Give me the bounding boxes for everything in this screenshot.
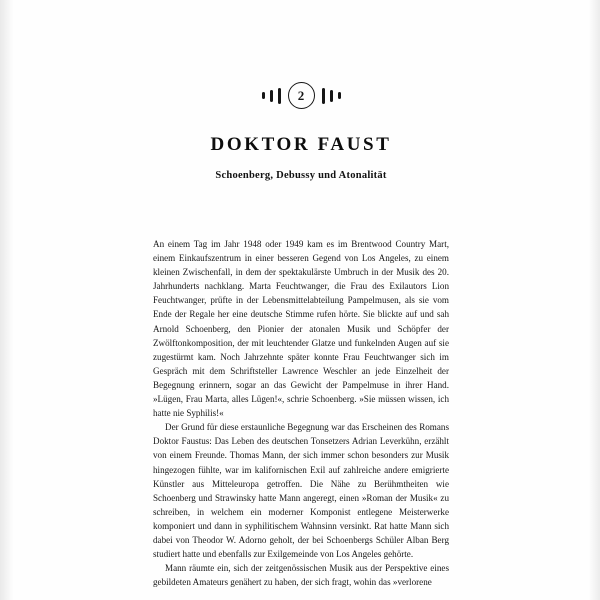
ornament-rays-group [262, 82, 341, 109]
chapter-number-badge: 2 [288, 82, 315, 109]
chapter-title: DOKTOR FAUST [210, 134, 392, 155]
page-content [153, 0, 449, 589]
body-text [153, 237, 449, 589]
paragraph: An einem Tag im Jahr 1948 oder 1949 kam es im Brentwood Country Mart, einem Einkaufszentrum in einer besseren Gegend von Los Angeles, zu einem kleinen Zwischenfall, in dem der spektakulärste Umbruch in der Musik des 20. Jahrhunderts nachklang. Marta Feuchtwanger, die Frau des Exilautors Lion Feuchtwanger, prüfte in der Lebensmittelabteilung Pampelmusen, als sie vom Ende der Regale her eine deutsche Stimme rufen hörte. Sie blickte auf und sah Arnold Schoenberg, den Pionier der atonalen Musik und Schöpfer der Zwölftonkomposition, der mit leuchtender Glatze und funkelnden Augen auf sie zugestürmt kam. Noch Jahrzehnte später konnte Frau Feuchtwanger sich im Gespräch mit dem Schriftsteller Lawrence Weschler an jede Einzelheit der Begegnung erinnern, sogar an das Gewicht der Pampelmuse in ihrer Hand. »Lügen, Frau Marta, alles Lügen!«, schrie Schoenberg. »Sie müssen wissen, ich hatte nie Syphilis!« [153, 239, 449, 419]
ornament-ray-icon [322, 88, 325, 104]
ornament-ray-icon [330, 90, 333, 102]
chapter-ornament [153, 82, 449, 108]
paragraph: Der Grund für diese erstaunliche Begegnung war das Erscheinen des Romans Doktor Faustus: Das Leben des deutschen Tonsetzers Adrian Leverkühn, erzählt von einem Freunde. Thomas Mann, der sich immer schon besonders zur Musik hingezogen fühlte, war im kalifornischen Exil auf zahlreiche andere emigrierte Künstler aus Mitteleuropa getroffen. Die Nähe zu Berühmtheiten wie Schoenberg und Strawinsky hatte Mann angeregt, einen »Roman der Musik« zu schreiben, in welchem ein moderner Komponist entlegene Meisterwerke komponiert und dann in syphilitischem Wahnsinn versinkt. Rat hatte Mann sich dabei von Theodor W. Adorno geholt, der bei Schoenbergs Schüler Alban Berg studiert hatte und ebenfalls zur Exilgemeinde von Los Angeles gehörte. [153, 422, 449, 560]
ornament-ray-icon [270, 90, 273, 102]
ornament-ray-icon [262, 92, 265, 99]
chapter-subtitle: Schoenberg, Debussy und Atonalität [215, 170, 387, 181]
ornament-ray-icon [278, 88, 281, 104]
ornament-ray-icon [338, 92, 341, 99]
paragraph: Mann räumte ein, sich der zeitgenössischen Musik aus der Perspektive eines gebildeten Amateurs genähert zu haben, der sich fragt, wohin das »verlorene [153, 563, 449, 588]
